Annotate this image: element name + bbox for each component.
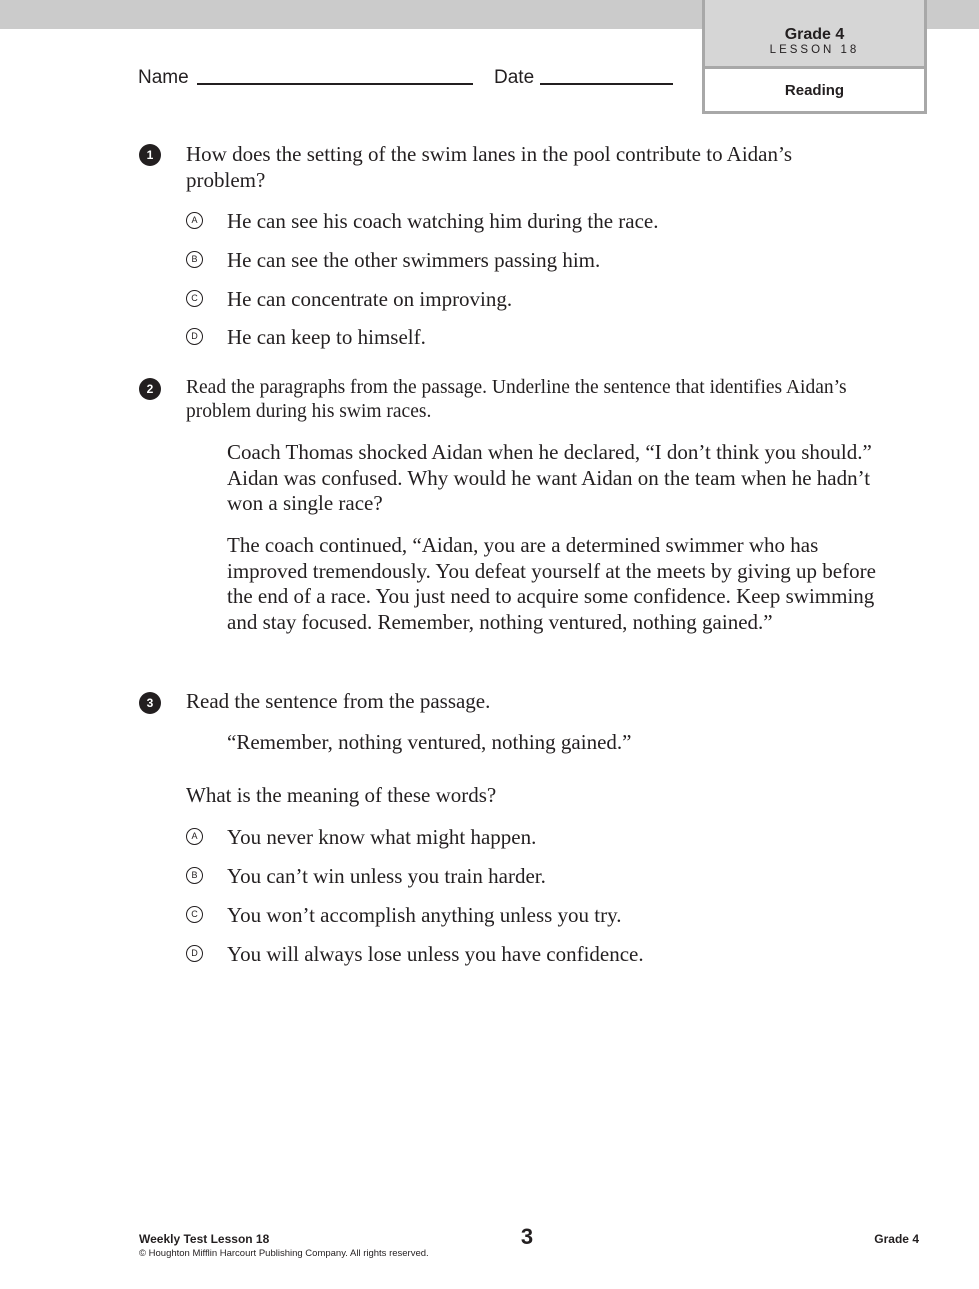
footer-copyright: © Houghton Mifflin Harcourt Publishing Company. All rights reserved. (139, 1248, 429, 1259)
lesson-label: LESSON 18 (769, 44, 860, 56)
choice-letter-icon: A (186, 828, 203, 845)
choice-text: He can keep to himself. (227, 325, 426, 349)
subject-label: Reading (784, 82, 845, 99)
choice-text: You never know what might happen. (227, 825, 537, 849)
question-number: 1 (139, 144, 161, 166)
question-number: 3 (139, 692, 161, 714)
choice-text: You won’t accomplish anything unless you try. (227, 903, 622, 927)
choice-letter-icon: D (186, 945, 203, 962)
choice-text: You will always lose unless you have confidence. (227, 942, 644, 966)
choice-letter-icon: B (186, 867, 203, 884)
question-prompt: What is the meaning of these words? (186, 783, 497, 807)
name-field[interactable] (197, 83, 473, 85)
page-number: 3 (520, 1224, 534, 1249)
grade-lesson-box (702, 0, 927, 69)
footer-title: Weekly Test Lesson 18 (139, 1232, 270, 1246)
question-stem: How does the setting of the swim lanes in the pool contribute to Aidan’s problem? (186, 142, 792, 192)
footer-grade: Grade 4 (874, 1232, 919, 1246)
footer (139, 1232, 429, 1259)
choice-letter-icon: B (186, 251, 203, 268)
choice-text: He can see the other swimmers passing him. (227, 248, 601, 272)
passage-quote: “Remember, nothing ventured, nothing gained.” (227, 730, 632, 754)
choice-text: He can concentrate on improving. (227, 287, 513, 311)
passage-paragraph: Coach Thomas shocked Aidan when he declared, “I don’t think you should.” Aidan was confused. Why would he want Aidan on the team when he hadn’t won a single race? (227, 440, 872, 516)
date-field[interactable] (540, 83, 673, 85)
subject-box (702, 69, 927, 114)
question-stem: Read the paragraphs from the passage. Underline the sentence that identifies Aidan’s problem during his swim races. (186, 377, 847, 422)
choice-letter-icon: D (186, 328, 203, 345)
choice-letter-icon: A (186, 212, 203, 229)
grade-title: Grade 4 (784, 26, 845, 43)
choice-letter-icon: C (186, 906, 203, 923)
passage-paragraph: The coach continued, “Aidan, you are a determined swimmer who has improved tremendously. You defeat yourself at the meets by giving up before the end of a race. You just need to acquire some confidence. Keep swimming and stay focused. Remember, nothing ventured, nothing gained.” (227, 533, 876, 635)
name-label: Name (138, 67, 189, 88)
choice-text: You can’t win unless you train harder. (227, 864, 546, 888)
date-label: Date (494, 67, 535, 88)
choice-text: He can see his coach watching him during the race. (227, 209, 659, 233)
choice-letter-icon: C (186, 290, 203, 307)
question-number: 2 (139, 378, 161, 400)
question-stem: Read the sentence from the passage. (186, 689, 491, 713)
